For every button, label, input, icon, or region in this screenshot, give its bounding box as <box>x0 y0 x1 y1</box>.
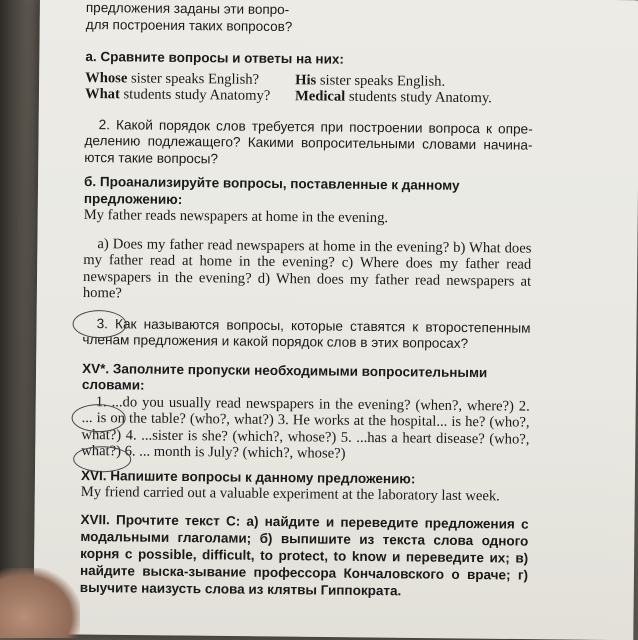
pen-circle-xv <box>72 310 126 339</box>
section-b-heading: б. Проанализируйте вопросы, поставленные к данному предложению: <box>83 173 460 207</box>
question-2: 2. Какой порядок слов требуется при построении вопроса к опре-делению подлежащего? Какими вопросительными словами начина-ются такие вопросы? <box>84 116 533 166</box>
question-word: What <box>84 85 120 103</box>
exercise-xvi-text: My friend carried out a valuable experiment at the laboratory last week. <box>80 483 500 505</box>
answer-text: sister speaks English. <box>316 71 446 90</box>
exercise-xvi-heading: XVI. Напишите вопросы к данному предложению: <box>80 467 416 486</box>
question-3: 3. Как называются вопросы, которые ставятся к второстепенным членам предложения и какой порядок слов в этих вопросах? <box>82 315 531 352</box>
exercise-xv-heading: XV*. Заполните пропуски необходимыми вопросительными словами: <box>81 360 488 393</box>
question-text: sister speaks English? <box>127 69 260 88</box>
answer-text: students study Anatomy. <box>345 88 492 107</box>
answer-word: Medical <box>294 88 346 105</box>
pen-circle-xvii <box>73 446 131 473</box>
question-text: students study Anatomy? <box>119 86 271 104</box>
exercise-xvii-text: XVII. Прочтите текст С: а) найдите и переведите предложения с модальными глаголами; б) выпишите из текста слова одного корня с possible, difficult, to protect, to know и переведите их; в) найдите выска-зывание профессора Кончаловского о враче; г) выучите наизусть слова из клятвы Гиппократа. <box>79 511 529 598</box>
top-line-2: для построения таких вопросов? <box>85 16 293 34</box>
exercise-xv-text: 1. ...do you usually read newspapers in the evening? (when?, where?) 2. ... is on the table? (who?, what?) 3. He works at the hospital... is he? (who?, what?) 4. ...sister is she? (which?, whose?) 5. ...has a heart disease? (who?, what?) 6. ... month is July? (which?, whose?) <box>81 393 530 462</box>
top-line-1: предложения заданы эти вопро- <box>85 0 290 18</box>
qa-pair-2 <box>85 86 533 107</box>
question-word: Whose <box>85 69 128 86</box>
page-text <box>80 0 534 600</box>
b-sentence: My father reads newspapers at home in the evening. <box>83 206 389 227</box>
thumb <box>0 568 80 638</box>
section-a-heading: а. Сравните вопросы и ответы на них: <box>85 48 345 67</box>
pen-circle-xvi <box>71 404 125 433</box>
answer-word: His <box>295 71 317 88</box>
b-questions: a) Does my father read newspapers at home in the evening? b) What does my father read at home in the evening? c) Where does my father read newspapers in the evening? d) When does my father read newspapers at home? <box>82 235 532 302</box>
